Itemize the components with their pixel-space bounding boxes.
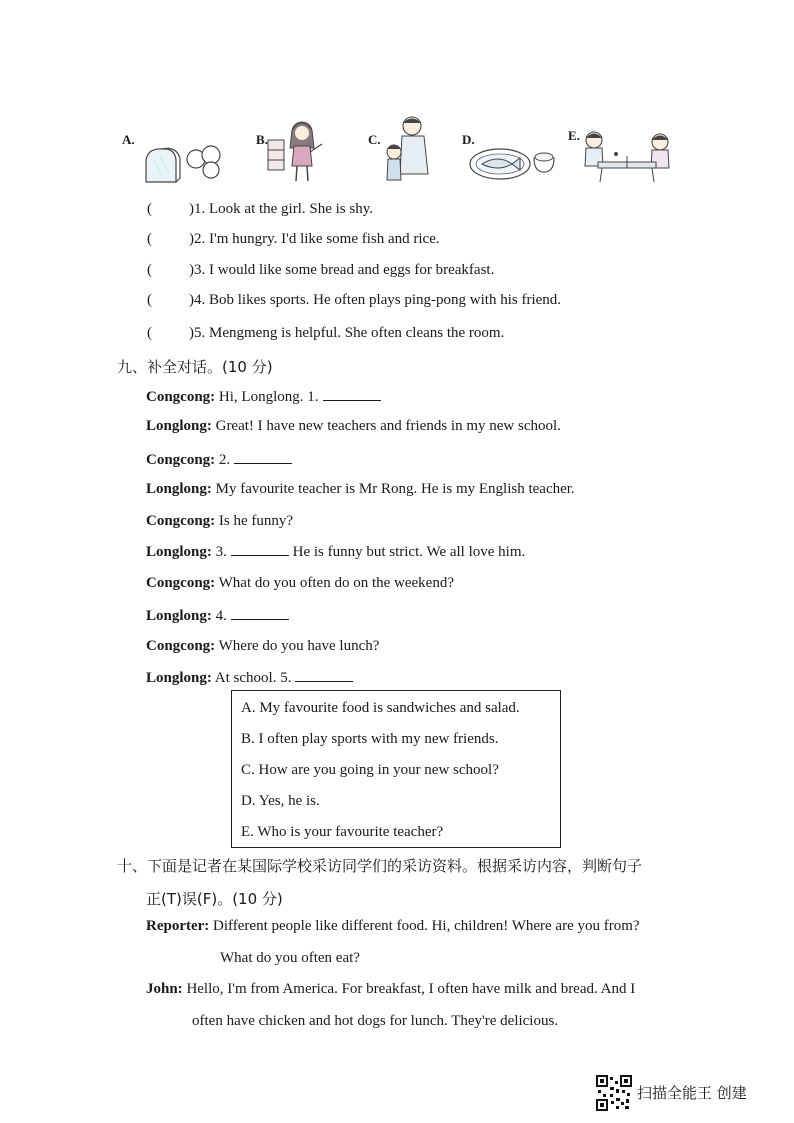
answer-paren[interactable]: ( [147,262,152,278]
girl-cleaning-icon [266,118,328,184]
line-text: 2. [215,452,231,468]
speaker-name: Longlong: [146,608,212,624]
dialogue-line [146,451,292,469]
speaker-name: John: [146,981,183,997]
line-text: Where do you have lunch? [215,638,380,654]
question-text: )5. Mengmeng is helpful. She often cleans the room. [189,325,505,341]
dialogue-line [146,388,381,406]
scanner-brand-text: 扫描全能王 创建 [637,1084,747,1102]
line-text: 4. [211,608,227,624]
picture-label-b: B. [256,132,268,147]
answer-paren[interactable]: ( [147,201,152,217]
dialogue-line [146,607,289,625]
option-item: E. Who is your favourite teacher? [241,824,444,840]
question-text: )4. Bob likes sports. He often plays ping-pong with his friend. [189,292,562,308]
dialogue-line [146,418,561,435]
shy-girl-icon [380,114,436,184]
qr-code-icon [596,1075,632,1111]
option-item: C. How are you going in your new school? [241,762,499,778]
matching-item [147,231,440,248]
speaker-name: Longlong: [146,544,212,560]
answer-blank[interactable] [231,543,289,556]
picture-label-e: E. [568,128,580,143]
line-text: At school. 5. [211,670,292,686]
speaker-name: Congcong: [146,513,216,529]
option-item: A. My favourite food is sandwiches and salad. [241,700,520,716]
section-9-title: 九、补全对话。(10 分) [117,358,273,376]
reporter-line-1 [146,918,640,935]
line-text: My favourite teacher is Mr Rong. He is my English teacher. [211,481,575,497]
line-text: What do you often do on the weekend? [215,575,454,591]
dialogue-line [146,638,379,655]
ping-pong-icon [578,126,674,186]
matching-item [147,325,504,342]
speaker-name: Congcong: [146,452,216,468]
answer-blank[interactable] [231,607,289,620]
bread-and-eggs-icon [142,138,228,184]
dialogue-line [146,481,575,498]
section-10-title-line-1: 十、下面是记者在某国际学校采访同学们的采访资料。根据采访内容，判断句子 [117,857,643,875]
speaker-name: Longlong: [146,418,212,434]
answer-paren[interactable]: ( [147,231,152,247]
options-box [231,690,561,848]
question-text: )2. I'm hungry. I'd like some fish and rice. [189,231,440,247]
speaker-name: Congcong: [146,638,216,654]
line-text: 3. [211,544,227,560]
picture-label-c: C. [368,132,381,147]
dialogue-line [146,513,293,530]
speaker-name: Longlong: [146,481,212,497]
dialogue-line [146,543,525,561]
line-text: Is he funny? [215,513,294,529]
speaker-name: Reporter: [146,918,210,934]
reporter-line-2: What do you often eat? [220,950,360,966]
answer-blank[interactable] [295,669,353,682]
speaker-name: Congcong: [146,389,216,405]
line-text-after: He is funny but strict. We all love him. [288,544,526,560]
question-text: )3. I would like some bread and eggs for breakfast. [189,262,495,278]
matching-item [147,201,373,218]
speaker-name: Longlong: [146,670,212,686]
option-item: B. I often play sports with my new friends. [241,731,499,747]
speaker-name: Congcong: [146,575,216,591]
question-text: )1. Look at the girl. She is shy. [189,201,374,217]
picture-label-a: A. [122,132,135,147]
answer-paren[interactable]: ( [147,292,152,308]
answer-paren[interactable]: ( [147,325,152,341]
section-10-title-line-2: 正(T)误(F)。(10 分) [146,890,283,908]
line-text: Great! I have new teachers and friends in my new school. [211,418,561,434]
matching-item [147,262,494,279]
answer-blank[interactable] [234,451,292,464]
dialogue-line [146,669,353,687]
line-text: Hello, I'm from America. For breakfast, I often have milk and bread. And I [182,981,636,997]
option-item: D. Yes, he is. [241,793,320,809]
dialogue-line [146,575,454,592]
picture-label-d: D. [462,132,475,147]
line-text: Hi, Longlong. 1. [215,389,319,405]
fish-and-rice-icon [468,142,560,184]
john-line-1 [146,981,635,998]
matching-item [147,292,561,309]
answer-blank[interactable] [323,388,381,401]
line-text: Different people like different food. Hi, children! Where are you from? [209,918,640,934]
john-line-2: often have chicken and hot dogs for lunch. They're delicious. [192,1013,559,1029]
